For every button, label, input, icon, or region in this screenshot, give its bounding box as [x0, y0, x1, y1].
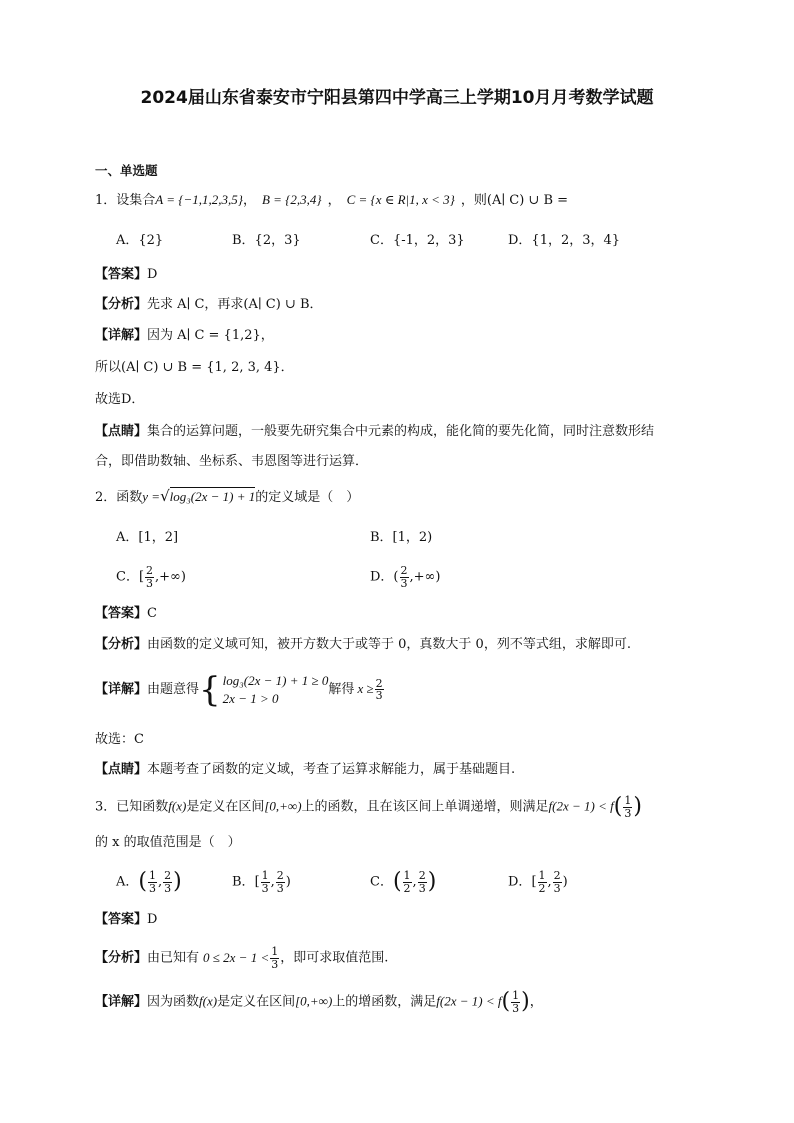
- system-row: log₃(2x − 1) + 1 ≥ 0: [222, 673, 329, 688]
- paren-open: (: [392, 869, 402, 895]
- option-suffix: ,+∞): [155, 569, 186, 585]
- answer-tag: 【答案】: [95, 606, 148, 621]
- q1-option-b: B．{2，3}: [232, 233, 301, 248]
- q2-prefix: 2．函数: [95, 490, 143, 505]
- q1-sep: ，: [242, 193, 256, 208]
- denominator: 3: [148, 881, 156, 895]
- q1-detail: [95, 329, 274, 342]
- q3-text: 上的函数，且在该区间上单调递增，则满足: [301, 799, 549, 815]
- q2-option-d: [370, 565, 440, 589]
- paren-close: ): [173, 869, 182, 895]
- q2-suffix: 的定义域是（ ）: [255, 490, 360, 505]
- paren-open: (: [138, 869, 147, 895]
- option-label: B．: [232, 874, 255, 890]
- denominator: 3: [418, 881, 426, 895]
- q1-option-a: A．{2}: [116, 233, 164, 248]
- q1-prefix: 1．设集合: [95, 193, 156, 208]
- analysis-tag: 【分析】: [95, 297, 148, 312]
- q3-option-c: C．( $\frac{1}{2}$ , $\frac{2}{3}$ ): [370, 869, 437, 895]
- q1-ask: ，则(A∣ C) ∪ B =: [460, 193, 569, 208]
- paren-close: ): [427, 869, 437, 895]
- q3-option-d: D．[ $\frac{1}{2}$ , $\frac{2}{3}$ ): [508, 869, 568, 895]
- analysis-math: 0 ≤ 2x − 1 <: [203, 949, 270, 965]
- paren-close: ): [521, 989, 530, 1015]
- detail-text: 是定义在区间: [217, 994, 296, 1010]
- q3-fx: f(x): [168, 798, 187, 814]
- fraction: [375, 678, 384, 702]
- paren-open: (: [613, 794, 623, 820]
- fraction: [270, 946, 279, 970]
- numerator: 2: [146, 564, 154, 577]
- answer-tag: 【答案】: [95, 267, 148, 282]
- q3-detail: [95, 990, 543, 1014]
- q1-analysis: [95, 298, 323, 311]
- q2-option-c: [116, 565, 186, 589]
- question-1-stem: [95, 193, 568, 207]
- q3-analysis: [95, 946, 388, 970]
- q3-interval: [0,+∞): [264, 798, 302, 814]
- analysis-tag: 【分析】: [95, 637, 148, 652]
- denominator: 2: [538, 881, 546, 895]
- detail-tag: 【详解】: [95, 994, 148, 1010]
- analysis-tag: 【分析】: [95, 950, 148, 966]
- q3-text: 是定义在区间: [186, 799, 265, 815]
- comment-tag: 【点睛】: [95, 424, 148, 439]
- detail-tag: 【详解】: [95, 682, 148, 698]
- q1-choose: 故选D．: [95, 392, 145, 407]
- answer-tag: 【答案】: [95, 912, 148, 927]
- q1-option-c: C．{-1，2，3}: [370, 233, 465, 248]
- q1-option-d: D．{1，2，3，4}: [508, 233, 621, 248]
- q1-set-c: C = {x ∈ R|1, x < 3}: [346, 192, 455, 207]
- detail-text: 上的增函数，满足: [332, 994, 437, 1010]
- question-3-stem: [95, 795, 642, 819]
- numerator: 1: [512, 989, 520, 1002]
- option-label: C．: [370, 874, 393, 890]
- fraction: [148, 870, 157, 894]
- detail-text: 由题意得: [147, 682, 200, 698]
- numerator: 2: [418, 869, 426, 882]
- analysis-text: 先求 A∣ C，再求(A∣ C) ∪ B．: [147, 297, 323, 312]
- q3-answer: [95, 913, 157, 926]
- detail-text: 因为函数: [147, 994, 200, 1010]
- inequality-system: [199, 669, 329, 710]
- page-title: 2024届山东省泰安市宁阳县第四中学高三上学期10月月考数学试题: [140, 88, 654, 108]
- option-prefix: C．[: [116, 569, 145, 585]
- fraction: [261, 870, 270, 894]
- option-label: D．: [508, 874, 532, 890]
- option-prefix: D．(: [370, 569, 399, 585]
- denominator: 3: [512, 1001, 520, 1015]
- option-label: A．: [116, 874, 139, 890]
- denominator: 3: [271, 957, 279, 971]
- fraction: [538, 870, 547, 894]
- q1-detail-2: 所以(A∣ C) ∪ B = {1, 2, 3, 4}．: [95, 360, 294, 375]
- sqrt-icon: √: [160, 487, 170, 505]
- q3-prefix: 3．已知函数: [95, 799, 169, 815]
- analysis-text: 由已知有: [147, 950, 200, 966]
- q1-set-b: B = {2,3,4}: [261, 192, 322, 207]
- q2-comment: [95, 763, 515, 776]
- paren-close: ): [562, 874, 568, 890]
- denominator: 3: [553, 881, 561, 895]
- denominator: 3: [261, 881, 269, 895]
- fraction: [623, 795, 632, 819]
- fraction: [418, 870, 427, 894]
- q2-detail: [95, 669, 385, 710]
- detail-tag: 【详解】: [95, 328, 148, 343]
- numerator: 1: [148, 869, 156, 882]
- brace-icon: {: [199, 669, 221, 710]
- denominator: 3: [400, 576, 408, 590]
- numerator: 1: [538, 869, 546, 882]
- detail-text: 解得: [328, 682, 355, 698]
- detail-math: f(2x − 1) < f: [436, 993, 502, 1009]
- fraction: [403, 870, 412, 894]
- detail-text: ，: [529, 994, 543, 1010]
- detail-math: f(x): [199, 993, 218, 1009]
- q1-sep: ，: [327, 193, 341, 208]
- q2-radicand: log₃(2x − 1) + 1: [169, 489, 256, 504]
- fraction: [276, 870, 285, 894]
- fraction: [400, 565, 409, 589]
- fraction: [163, 870, 172, 894]
- bracket-open: [: [531, 874, 537, 890]
- q1-comment-2: 合，即借助数轴、坐标系、韦恩图等进行运算．: [95, 454, 369, 469]
- bracket-open: [: [254, 874, 260, 890]
- detail-text: 因为 A∣ C = {1,2}，: [147, 328, 274, 343]
- q2-func-lhs: y =: [142, 489, 161, 504]
- fraction: [511, 990, 520, 1014]
- q2-answer: [95, 607, 157, 620]
- numerator: 1: [271, 945, 279, 958]
- comment-text: 本题考查了函数的定义域，考查了运算求解能力，属于基础题目.: [147, 762, 516, 777]
- paren-open: (: [501, 989, 511, 1015]
- detail-math: [0,+∞): [295, 993, 333, 1009]
- numerator: 2: [400, 564, 408, 577]
- q3-option-b: B．[ $\frac{1}{3}$ , $\frac{2}{3}$ ): [232, 869, 291, 895]
- question-2-stem: [95, 489, 359, 504]
- q3-inequality: f(2x − 1) < f: [548, 798, 614, 814]
- comment-text: 集合的运算问题，一般要先研究集合中元素的构成，能化简的要先化简，同时注意数形结: [147, 424, 655, 439]
- q2-option-a: A．[1，2]: [116, 530, 179, 545]
- paren-close: ): [633, 794, 642, 820]
- comment-tag: 【点睛】: [95, 762, 148, 777]
- analysis-text: 由函数的定义域可知，被开方数大于或等于 0，真数大于 0，列不等式组，求解即可.: [147, 637, 631, 652]
- q1-comment: [95, 425, 654, 438]
- denominator: 2: [403, 881, 411, 895]
- numerator: 1: [403, 869, 411, 882]
- fraction: [553, 870, 562, 894]
- q2-option-b: B．[1，2): [370, 530, 433, 545]
- paren-close: ): [285, 874, 291, 890]
- system-row: 2x − 1 > 0: [222, 690, 279, 706]
- denominator: 3: [164, 881, 172, 895]
- q1-set-a: A = {−1,1,2,3,5}: [155, 192, 243, 207]
- numerator: 2: [375, 676, 383, 690]
- answer-value: D: [147, 912, 158, 927]
- denominator: 3: [276, 881, 284, 895]
- q2-choose: 故选：C: [95, 732, 144, 747]
- numerator: 1: [624, 794, 632, 807]
- numerator: 2: [553, 869, 561, 882]
- fraction: [145, 565, 154, 589]
- denominator: 3: [624, 806, 632, 820]
- denominator: 3: [146, 576, 154, 590]
- numerator: 2: [164, 869, 172, 882]
- q3-option-a: A．( $\frac{1}{3}$ , $\frac{2}{3}$ ): [116, 869, 182, 895]
- q1-answer: [95, 268, 157, 281]
- detail-math: x ≥: [357, 681, 374, 697]
- numerator: 2: [276, 869, 284, 882]
- numerator: 1: [261, 869, 269, 882]
- analysis-text: ，即可求取值范围.: [280, 950, 389, 966]
- answer-value: C: [147, 606, 157, 621]
- q2-analysis: [95, 638, 631, 651]
- answer-value: D: [147, 267, 158, 282]
- q3-stem-line-2: 的 x 的取值范围是（ ）: [95, 835, 241, 850]
- section-heading: 一、单选题: [95, 163, 158, 178]
- option-suffix: ,+∞): [409, 569, 441, 585]
- denominator: 3: [375, 689, 383, 703]
